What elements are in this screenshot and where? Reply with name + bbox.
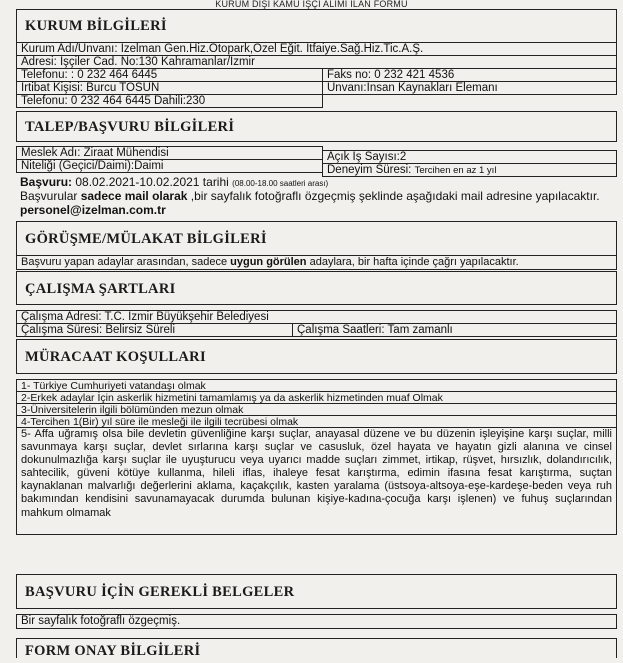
gorusme-text-1: Başvuru yapan adaylar arasından, sadece <box>21 256 228 268</box>
calisma-suresi: Çalışma Süresi: Belirsiz Süreli <box>16 323 293 337</box>
basvurular-text <box>20 189 618 203</box>
muracaat-item-2: 2-Erkek adaylar İçin askerlik hizmetini tamamlamış ya da askerlik hizmetinden muaf Olmak <box>16 391 617 404</box>
meslek-adi: Meslek Adı: Ziraat Mühendisi <box>16 146 323 160</box>
kurum-irtibat: İrtibat Kişisi: Burcu TOSUN <box>16 81 323 95</box>
section-heading-calisma: ÇALIŞMA ŞARTLARI <box>16 271 617 305</box>
basvurular-1: Başvurular <box>20 189 78 203</box>
section-heading-muracaat: MÜRACAAT KOŞULLARI <box>16 339 617 374</box>
deneyim-label: Deneyim Süresi: <box>327 164 412 176</box>
kurum-adres: Adresi: İşçiler Cad. No:130 Kahramanlar/İzmir <box>16 55 617 69</box>
gorusme-text-2: adaylara, bir hafta içinde çağrı yapılacaktır. <box>309 256 519 268</box>
section-heading-kurum: KURUM BİLGİLERİ <box>16 9 617 42</box>
deneyim-suresi <box>322 163 617 177</box>
basvuru-hours: (08.00-18.00 saatleri arası) <box>232 179 329 188</box>
section-heading-gorusme: GÖRÜŞME/MÜLAKAT BİLGİLERİ <box>16 221 617 255</box>
calisma-adres: Çalışma Adresi: T.C. İzmir Büyükşehir Belediyesi <box>16 310 617 324</box>
kurum-adi: Kurum Adı/Unvanı: İzelman Gen.Hiz.Otopark,Özel Eğit. İtfaiye.Sağ.Hiz.Tic.A.Ş. <box>16 42 617 56</box>
belgeler-text: Bir sayfalık fotoğraflı özgeçmiş. <box>16 614 617 629</box>
calisma-saatleri: Çalışma Saatleri: Tam zamanlı <box>292 323 617 337</box>
basvurular-bold: sadece mail olarak <box>80 189 188 203</box>
section-heading-talep: TALEP/BAŞVURU BİLGİLERİ <box>16 111 617 142</box>
gorusme-text <box>16 255 617 270</box>
section-heading-form-onay: FORM ONAY BİLGİLERİ <box>16 638 617 658</box>
kurum-telefon: Telefonu: : 0 232 464 6445 <box>16 68 323 82</box>
section-heading-belgeler: BAŞVURU İÇİN GEREKLİ BELGELER <box>16 574 617 609</box>
basvuru-tarih <box>20 175 328 189</box>
muracaat-item-1: 1- Türkiye Cumhuriyeti vatandaşı olmak <box>16 379 617 392</box>
kurum-unvan: Unvanı:İnsan Kaynakları Elemanı <box>322 81 617 95</box>
niteligi: Niteliği (Geçici/Daimi):Daimi <box>16 159 323 173</box>
muracaat-item-3: 3-Üniversitelerin ilgili bölümünden mezun olmak <box>16 403 617 416</box>
basvuru-label: Başvuru: <box>20 175 73 189</box>
acik-is-sayisi: Açık İş Sayısı:2 <box>322 150 617 164</box>
basvurular-2: ,bir sayfalık fotoğraflı özgeçmiş şeklinde aşağıdaki mail adresine yapılacaktır. <box>190 189 600 203</box>
email-link[interactable]: personel@izelman.com.tr <box>20 203 166 217</box>
kurum-telefon-dahili: Telefonu: 0 232 464 6445 Dahili:230 <box>16 94 323 108</box>
basvuru-dates: 08.02.2021-10.02.2021 tarihi <box>75 175 229 189</box>
deneyim-value: Tercihen en az 1 yıl <box>414 165 497 176</box>
muracaat-item-4: 4-Tercihen 1(Bir) yıl süre ile mesleği ile ilgili tecrübesi olmak <box>16 415 617 428</box>
muracaat-item-5: 5- Affa uğramış olsa bile devletin güvenliğine karşı suçlar, anayasal düzene ve bu düzenin işleyişine karşı suçlar, milli savunmaya karşı suçlar, devlet sırlarına karşı suçlar ve casusluk, özel hayata ve hayatın gizli alanına ve cinsel dokunulmazlığa karşı suçlar ile uyuşturucu veya uyarıcı madde suçları zimmet, irtikap, rüşvet, hırsızlık, dolandırıcılık, sahtecilik, güveni kötüye kullanma, hileli iflas, ihaleye fesat karıştırma, edimin ifasına fesat karıştırma, suçtan kaynaklanan malvarlığı değerlerini aklama, kaçakçılık, kasten yaralama (üstsoya-altsoya-eşe-kardeşe-beden veya ruh bakımından kendisini savunamayacak durumda bulunan kişiye-kadına-çocuğa karşı işlenen) ve fuhuş suçlarından mahkum olmamak <box>16 427 617 535</box>
form-title: KURUM DIŞI KAMU İŞÇİ ALIMI İLAN FORMU <box>215 0 408 9</box>
kurum-faks: Faks no: 0 232 421 4536 <box>322 68 617 82</box>
gorusme-text-bold: uygun görülen <box>230 256 307 268</box>
